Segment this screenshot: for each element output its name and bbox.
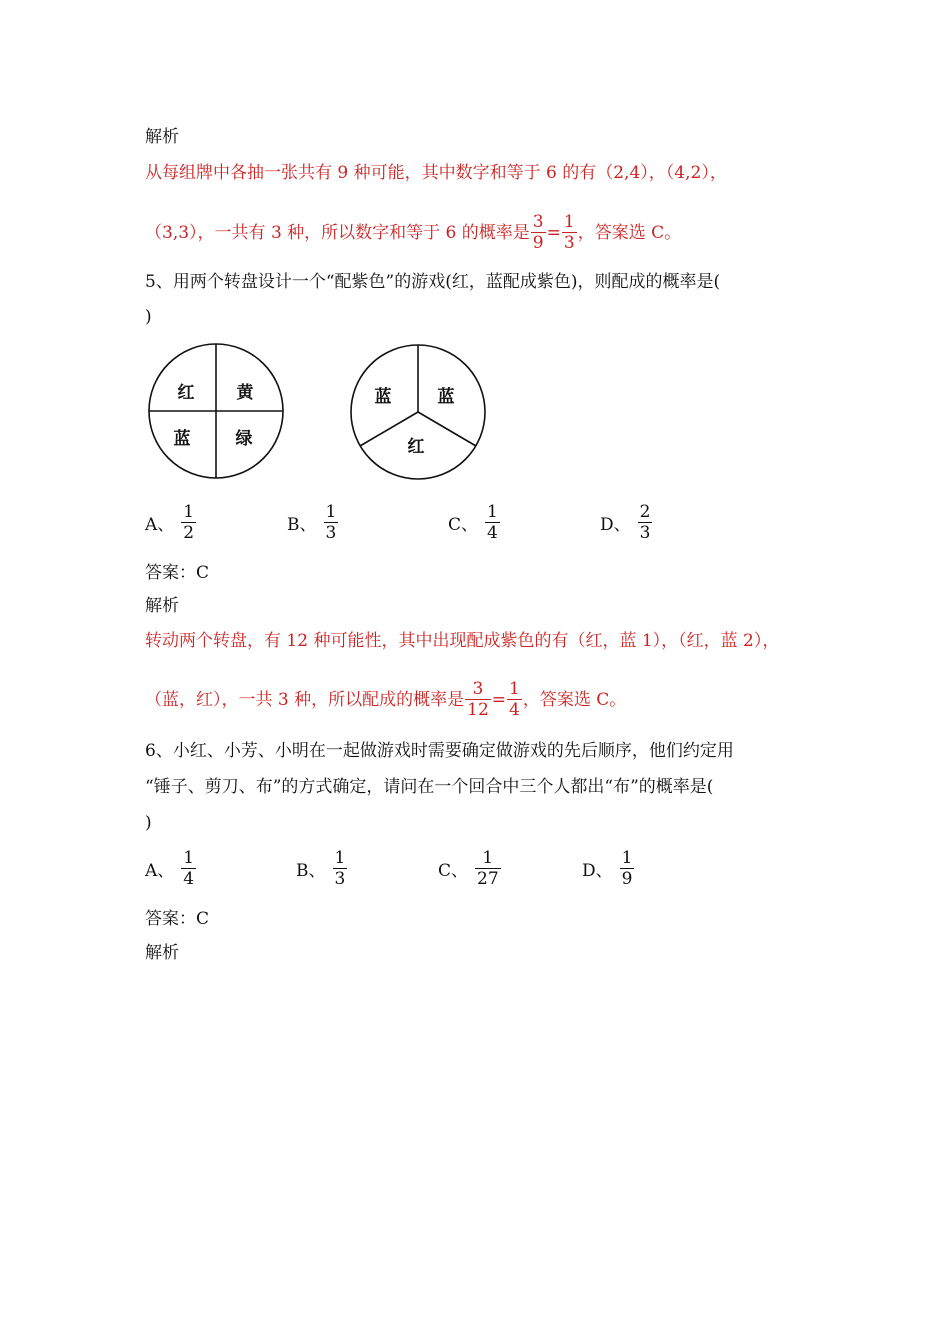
- q5-option-b-den: 3: [325, 523, 337, 543]
- q5-fraction-2-num: 1: [509, 679, 520, 699]
- q4-equals: =: [546, 222, 561, 243]
- q5-analysis-line1: 转动两个转盘，有 12 种可能性，其中出现配成紫色的有（红，蓝 1），（红，蓝 2），: [145, 631, 780, 651]
- q6-option-c: [438, 848, 502, 889]
- q4-fraction-2: [562, 212, 577, 253]
- q4-fraction-1-den: 9: [532, 233, 544, 253]
- q5-option-a: [145, 502, 197, 543]
- q5-option-d: [600, 502, 653, 543]
- q4-analysis-line2-post: ，答案选 C。: [577, 222, 682, 243]
- q5-analysis-label: 解析: [145, 596, 179, 616]
- q5-option-c: [448, 502, 501, 543]
- q5-question-line1: 5、用两个转盘设计一个“配紫色”的游戏(红，蓝配成紫色)，则配成的概率是(: [145, 272, 721, 292]
- q6-option-a-num: 1: [183, 848, 195, 868]
- spinner-2-red: 红: [407, 437, 425, 457]
- q5-option-d-den: 3: [639, 523, 651, 543]
- q6-option-d-num: 1: [621, 848, 633, 868]
- q6-option-b-den: 3: [334, 869, 346, 889]
- q6-answer: 答案：C: [145, 909, 210, 929]
- q5-analysis-line2-pre: （蓝，红），一共 3 种，所以配成的概率是: [145, 689, 465, 710]
- q6-option-a: [145, 848, 197, 889]
- spinners-figure: [140, 336, 500, 486]
- q6-option-d: [582, 848, 635, 889]
- spinner-2-blue-2: 蓝: [437, 387, 455, 407]
- q6-option-b: [296, 848, 348, 889]
- q6-option-c-num: 1: [482, 848, 494, 868]
- q5-option-d-label: D、: [600, 515, 631, 535]
- q6-option-a-den: 4: [183, 869, 195, 889]
- q5-fraction-2: [507, 679, 522, 720]
- q5-fraction-1: [465, 679, 491, 720]
- q4-fraction-1-num: 3: [532, 212, 544, 232]
- q6-option-b-num: 1: [334, 848, 346, 868]
- q6-option-c-label: C、: [438, 861, 469, 881]
- q5-question-line2: ): [145, 307, 152, 327]
- q5-analysis-line2-post: ，答案选 C。: [522, 689, 627, 710]
- q5-option-d-num: 2: [639, 502, 651, 522]
- spinner-1-yellow: 黄: [236, 383, 254, 403]
- q6-option-d-label: D、: [582, 861, 613, 881]
- q4-fraction-2-den: 3: [563, 233, 575, 253]
- q5-option-c-den: 4: [487, 523, 498, 543]
- q6-question-line1: 6、小红、小芳、小明在一起做游戏时需要确定做游戏的先后顺序，他们约定用: [145, 741, 734, 761]
- q4-analysis-line2-pre: （3,3），一共有 3 种，所以数字和等于 6 的概率是: [145, 222, 530, 243]
- q6-option-a-label: A、: [145, 861, 175, 881]
- q4-fraction-2-num: 1: [563, 212, 575, 232]
- q6-option-b-label: B、: [296, 861, 326, 881]
- q5-option-a-num: 1: [183, 502, 195, 522]
- q4-analysis-line2: [145, 212, 681, 253]
- q5-fraction-1-den: 12: [467, 700, 489, 720]
- q5-option-a-den: 2: [183, 523, 195, 543]
- spinner-1-green: 绿: [235, 429, 253, 449]
- q4-fraction-1: [531, 212, 546, 253]
- spinner-1-red: 红: [177, 383, 195, 403]
- q6-analysis-label: 解析: [145, 943, 179, 963]
- q5-fraction-2-den: 4: [509, 700, 520, 720]
- q4-analysis-line1: 从每组牌中各抽一张共有 9 种可能，其中数字和等于 6 的有（2,4），（4,2），: [145, 163, 727, 183]
- q4-analysis-label: 解析: [145, 127, 179, 147]
- q5-fraction-1-num: 3: [472, 679, 484, 699]
- q6-option-d-den: 9: [621, 869, 633, 889]
- q5-option-b: [287, 502, 339, 543]
- q5-option-b-num: 1: [325, 502, 337, 522]
- q5-option-b-label: B、: [287, 515, 317, 535]
- q6-option-c-den: 27: [477, 869, 499, 889]
- spinner-2-blue-1: 蓝: [374, 387, 392, 407]
- q5-option-c-label: C、: [448, 515, 479, 535]
- spinner-1: [149, 344, 283, 478]
- q6-question-line2: “锤子、剪刀、布”的方式确定，请问在一个回合中三个人都出“布”的概率是(: [145, 777, 714, 797]
- q5-option-c-num: 1: [487, 502, 498, 522]
- q5-equals: =: [491, 689, 507, 710]
- q6-question-line3: ): [145, 813, 152, 833]
- q5-analysis-line2: [145, 679, 626, 720]
- q5-option-a-label: A、: [145, 515, 175, 535]
- spinner-1-blue: 蓝: [173, 429, 191, 449]
- q5-answer: 答案：C: [145, 563, 210, 583]
- spinner-2: [351, 345, 485, 479]
